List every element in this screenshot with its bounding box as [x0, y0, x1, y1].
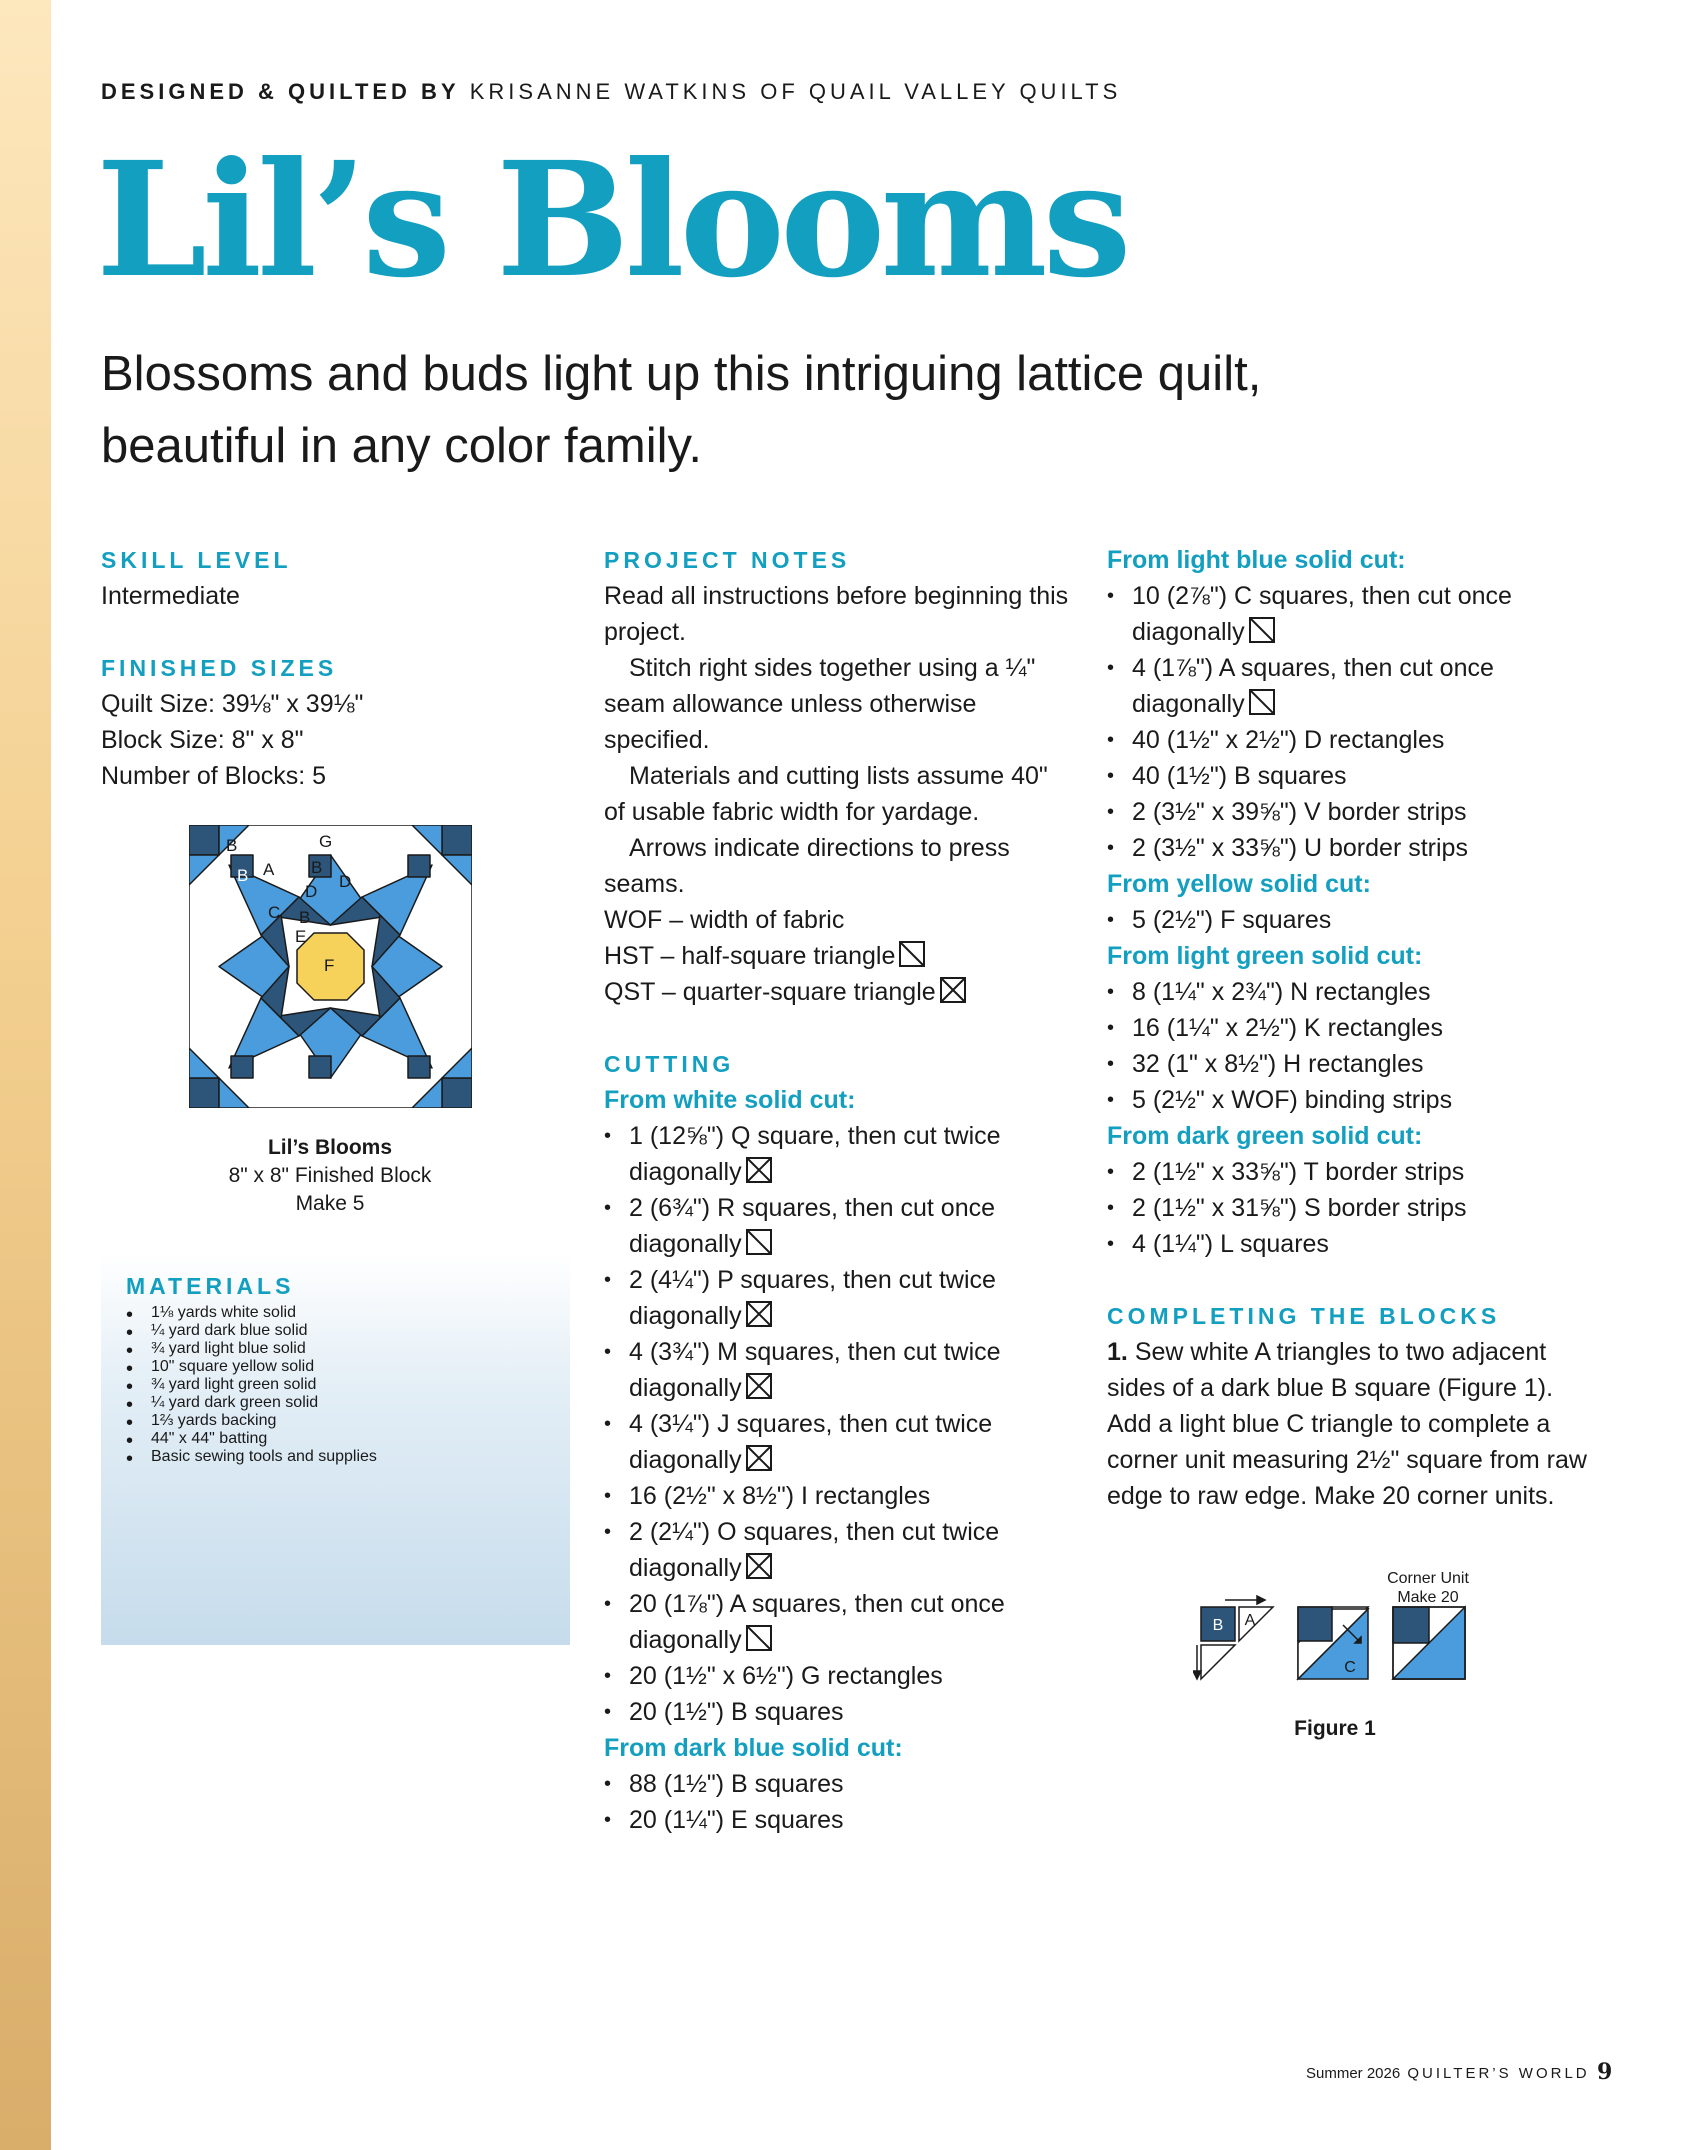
- cutting-item: [604, 1514, 1074, 1586]
- block-letter-b1: B: [226, 836, 238, 855]
- notes-hst: HST – half-square triangle: [604, 942, 896, 970]
- subtitle-line-1: Blossoms and buds light up this intriguing lattice quilt,: [101, 347, 1262, 401]
- cutting-item-text: 2 (4¼") P squares, then cut twice: [629, 1266, 996, 1294]
- cutting-yellow-heading: From yellow solid cut:: [1107, 870, 1371, 898]
- cutting-item: [604, 1262, 1074, 1334]
- column-right: [1107, 542, 1597, 1514]
- cutting-dark-green-heading: From dark green solid cut:: [1107, 1122, 1423, 1150]
- block-letter-g: G: [319, 832, 333, 851]
- byline: [101, 79, 1121, 105]
- block-letter-b4: B: [299, 908, 311, 927]
- cutting-item-cut-note: diagonally: [629, 1158, 742, 1186]
- cutting-light-green-list: [1107, 974, 1597, 1118]
- cutting-item-cut-note: diagonally: [629, 1626, 742, 1654]
- cutting-item-text: 4 (1⅞") A squares, then cut once: [1132, 654, 1494, 682]
- notes-p2: Stitch right sides together using a ¼" seam allowance unless otherwise specified.: [604, 654, 1036, 754]
- qst-icon: [940, 977, 966, 1003]
- block-letter-a: A: [263, 860, 275, 879]
- cutting-item: [1107, 830, 1597, 866]
- hst-icon: [1249, 689, 1275, 715]
- cutting-item: [604, 1334, 1074, 1406]
- cutting-item-text: 1 (12⅝") Q square, then cut twice: [629, 1122, 1001, 1150]
- notes-p3: Materials and cutting lists assume 40" of usable fabric width for yardage.: [604, 762, 1048, 826]
- cutting-item: [1107, 1154, 1597, 1190]
- block-letter-c: C: [268, 903, 281, 922]
- skill-value: Intermediate: [101, 582, 240, 610]
- cutting-item-text: 2 (1½" x 31⅝") S border strips: [1132, 1194, 1467, 1222]
- cutting-white-heading: From white solid cut:: [604, 1086, 856, 1114]
- cutting-item-text: 20 (1½" x 6½") G rectangles: [629, 1662, 943, 1690]
- notes-qst: QST – quarter-square triangle: [604, 978, 936, 1006]
- block-caption: [180, 1134, 480, 1218]
- materials-item: • ¾ yard light green solid: [126, 1376, 545, 1394]
- notes-wof: WOF – width of fabric: [604, 906, 845, 934]
- block-letter-b3: B: [311, 858, 323, 877]
- cutting-item: [1107, 1226, 1597, 1262]
- cutting-item-cut-note: diagonally: [1132, 690, 1245, 718]
- cutting-item-text: 2 (2¼") O squares, then cut twice: [629, 1518, 1000, 1546]
- notes-qst-row: [604, 974, 1074, 1010]
- figure-1-label: Figure 1: [1294, 1717, 1376, 1740]
- subtitle-line-2: beautiful in any color family.: [101, 419, 702, 473]
- cutting-item-cut-note: diagonally: [629, 1554, 742, 1582]
- cutting-item-text: 2 (3½" x 33⅝") U border strips: [1132, 834, 1468, 862]
- cutting-item: [1107, 722, 1597, 758]
- notes-heading: PROJECT NOTES: [604, 547, 851, 573]
- block-caption-make: Make 5: [295, 1192, 365, 1215]
- cutting-item: [604, 1802, 1074, 1838]
- cutting-item-text: 5 (2½" x WOF) binding strips: [1132, 1086, 1453, 1114]
- cutting-item: [604, 1658, 1074, 1694]
- cutting-yellow-list: [1107, 902, 1597, 938]
- materials-item: • ¼ yard dark green solid: [126, 1394, 545, 1412]
- materials-box: [101, 1253, 570, 1645]
- block-letter-b2: B: [237, 866, 249, 885]
- block-caption-title: Lil’s Blooms: [267, 1136, 393, 1159]
- cutting-item-text: 40 (1½") B squares: [1132, 762, 1347, 790]
- cutting-item-text: 10 (2⅞") C squares, then cut once: [1132, 582, 1512, 610]
- qst-icon: [746, 1157, 772, 1183]
- qst-icon: [746, 1373, 772, 1399]
- figure-1-unit-make: Make 20: [1397, 1589, 1459, 1606]
- footer-season: Summer 2026: [1306, 2065, 1401, 2082]
- cutting-item-text: 4 (3¾") M squares, then cut twice: [629, 1338, 1001, 1366]
- qst-icon: [746, 1445, 772, 1471]
- materials-item: • 1⅛ yards white solid: [126, 1304, 545, 1322]
- hst-icon: [899, 941, 925, 967]
- notes-p4: Arrows indicate directions to press seams.: [604, 834, 1010, 898]
- materials-item: • ¼ yard dark blue solid: [126, 1322, 545, 1340]
- page-title: Lil’s Blooms: [96, 128, 1127, 313]
- materials-item: • 44" x 44" batting: [126, 1430, 545, 1448]
- hst-icon: [746, 1229, 772, 1255]
- page-footer: [1306, 2065, 1590, 2082]
- cutting-item-text: 20 (1¼") E squares: [629, 1806, 844, 1834]
- cutting-item-text: 5 (2½") F squares: [1132, 906, 1332, 934]
- cutting-white-list: [604, 1118, 1074, 1730]
- figure-1-diagram: [1193, 1567, 1483, 1712]
- figure-1-letter-c: C: [1344, 1659, 1356, 1676]
- column-middle: [604, 542, 1074, 1838]
- completing-heading: COMPLETING THE BLOCKS: [1107, 1303, 1501, 1329]
- cutting-item-cut-note: diagonally: [629, 1302, 742, 1330]
- byline-label: DESIGNED & QUILTED BY: [101, 79, 460, 104]
- qst-icon: [746, 1301, 772, 1327]
- cutting-item-cut-note: diagonally: [629, 1230, 742, 1258]
- block-diagram: [189, 825, 472, 1108]
- cutting-item-cut-note: diagonally: [629, 1446, 742, 1474]
- cutting-item: [604, 1478, 1074, 1514]
- cutting-heading: CUTTING: [604, 1051, 735, 1077]
- cutting-light-green-heading: From light green solid cut:: [1107, 942, 1423, 970]
- block-caption-size: 8" x 8" Finished Block: [228, 1164, 432, 1187]
- cutting-item: [1107, 974, 1597, 1010]
- sizes-heading: FINISHED SIZES: [101, 655, 338, 681]
- cutting-item: [1107, 758, 1597, 794]
- cutting-item-text: 2 (6¾") R squares, then cut once: [629, 1194, 996, 1222]
- block-letter-e: E: [295, 927, 307, 946]
- cutting-item-text: 2 (1½" x 33⅝") T border strips: [1132, 1158, 1465, 1186]
- cutting-item-text: 88 (1½") B squares: [629, 1770, 844, 1798]
- cutting-item: [1107, 1190, 1597, 1226]
- cutting-item: [604, 1586, 1074, 1658]
- skill-heading: SKILL LEVEL: [101, 547, 292, 573]
- cutting-light-blue-heading: From light blue solid cut:: [1107, 546, 1406, 574]
- materials-item: • ¾ yard light blue solid: [126, 1340, 545, 1358]
- cutting-item: [1107, 578, 1597, 650]
- step-number: 1.: [1107, 1338, 1128, 1366]
- page-number: 9: [1597, 2059, 1613, 2085]
- cutting-item: [1107, 1046, 1597, 1082]
- step-text: Sew white A triangles to two adjacent sides of a dark blue B square (Figure 1). Add a light blue C triangle to complete a corner unit measuring 2½" square from raw edge to raw edge. Make 20 corner units.: [1107, 1338, 1587, 1510]
- figure-1-letter-b: B: [1212, 1617, 1224, 1634]
- cutting-item: [1107, 1082, 1597, 1118]
- column-left: [101, 542, 571, 794]
- materials-list: [126, 1304, 545, 1466]
- cutting-dark-green-list: [1107, 1154, 1597, 1262]
- cutting-item: [604, 1694, 1074, 1730]
- cutting-item: [604, 1766, 1074, 1802]
- cutting-item-text: 20 (1½") B squares: [629, 1698, 844, 1726]
- cutting-item-text: 40 (1½" x 2½") D rectangles: [1132, 726, 1445, 754]
- cutting-item-cut-note: diagonally: [1132, 618, 1245, 646]
- cutting-item-text: 20 (1⅞") A squares, then cut once: [629, 1590, 1005, 1618]
- completing-step-1: [1107, 1334, 1597, 1514]
- cutting-item: [604, 1406, 1074, 1478]
- figure-1-letter-a: A: [1244, 1612, 1256, 1629]
- cutting-item: [1107, 902, 1597, 938]
- figure-1-unit-title: Corner Unit: [1387, 1570, 1469, 1587]
- hst-icon: [746, 1625, 772, 1651]
- cutting-item: [604, 1118, 1074, 1190]
- footer-magazine: QUILTER’S WORLD: [1407, 2065, 1590, 2082]
- cutting-item-text: 16 (2½" x 8½") I rectangles: [629, 1482, 931, 1510]
- quilt-size: Quilt Size: 39⅛" x 39⅛": [101, 690, 364, 718]
- cutting-light-blue-list: [1107, 578, 1597, 866]
- block-size: Block Size: 8" x 8": [101, 726, 304, 754]
- cutting-item-cut-note: diagonally: [629, 1374, 742, 1402]
- materials-item: • Basic sewing tools and supplies: [126, 1448, 545, 1466]
- byline-name: KRISANNE WATKINS OF QUAIL VALLEY QUILTS: [469, 79, 1122, 104]
- materials-item: • 10" square yellow solid: [126, 1358, 545, 1376]
- cutting-item-text: 16 (1¼" x 2½") K rectangles: [1132, 1014, 1443, 1042]
- qst-icon: [746, 1553, 772, 1579]
- cutting-item-text: 2 (3½" x 39⅝") V border strips: [1132, 798, 1467, 826]
- notes-hst-row: [604, 938, 1074, 974]
- page-edge-strip: [0, 0, 51, 2150]
- block-letter-f: F: [324, 956, 335, 975]
- cutting-dark-blue-heading: From dark blue solid cut:: [604, 1734, 903, 1762]
- materials-heading: MATERIALS: [126, 1273, 295, 1299]
- cutting-item: [1107, 1010, 1597, 1046]
- number-of-blocks: Number of Blocks: 5: [101, 762, 327, 790]
- materials-item: • 1⅔ yards backing: [126, 1412, 545, 1430]
- subtitle: [101, 338, 1401, 482]
- cutting-item-text: 4 (1¼") L squares: [1132, 1230, 1329, 1258]
- cutting-dark-blue-list: [604, 1766, 1074, 1838]
- block-letter-d1: D: [339, 872, 352, 891]
- cutting-item-text: 32 (1" x 8½") H rectangles: [1132, 1050, 1424, 1078]
- cutting-item-text: 4 (3¼") J squares, then cut twice: [629, 1410, 993, 1438]
- cutting-item: [1107, 794, 1597, 830]
- notes-p1: Read all instructions before beginning this project.: [604, 582, 1069, 646]
- cutting-item: [604, 1190, 1074, 1262]
- cutting-item-text: 8 (1¼" x 2¾") N rectangles: [1132, 978, 1431, 1006]
- hst-icon: [1249, 617, 1275, 643]
- block-letter-d2: D: [305, 882, 318, 901]
- cutting-item: [1107, 650, 1597, 722]
